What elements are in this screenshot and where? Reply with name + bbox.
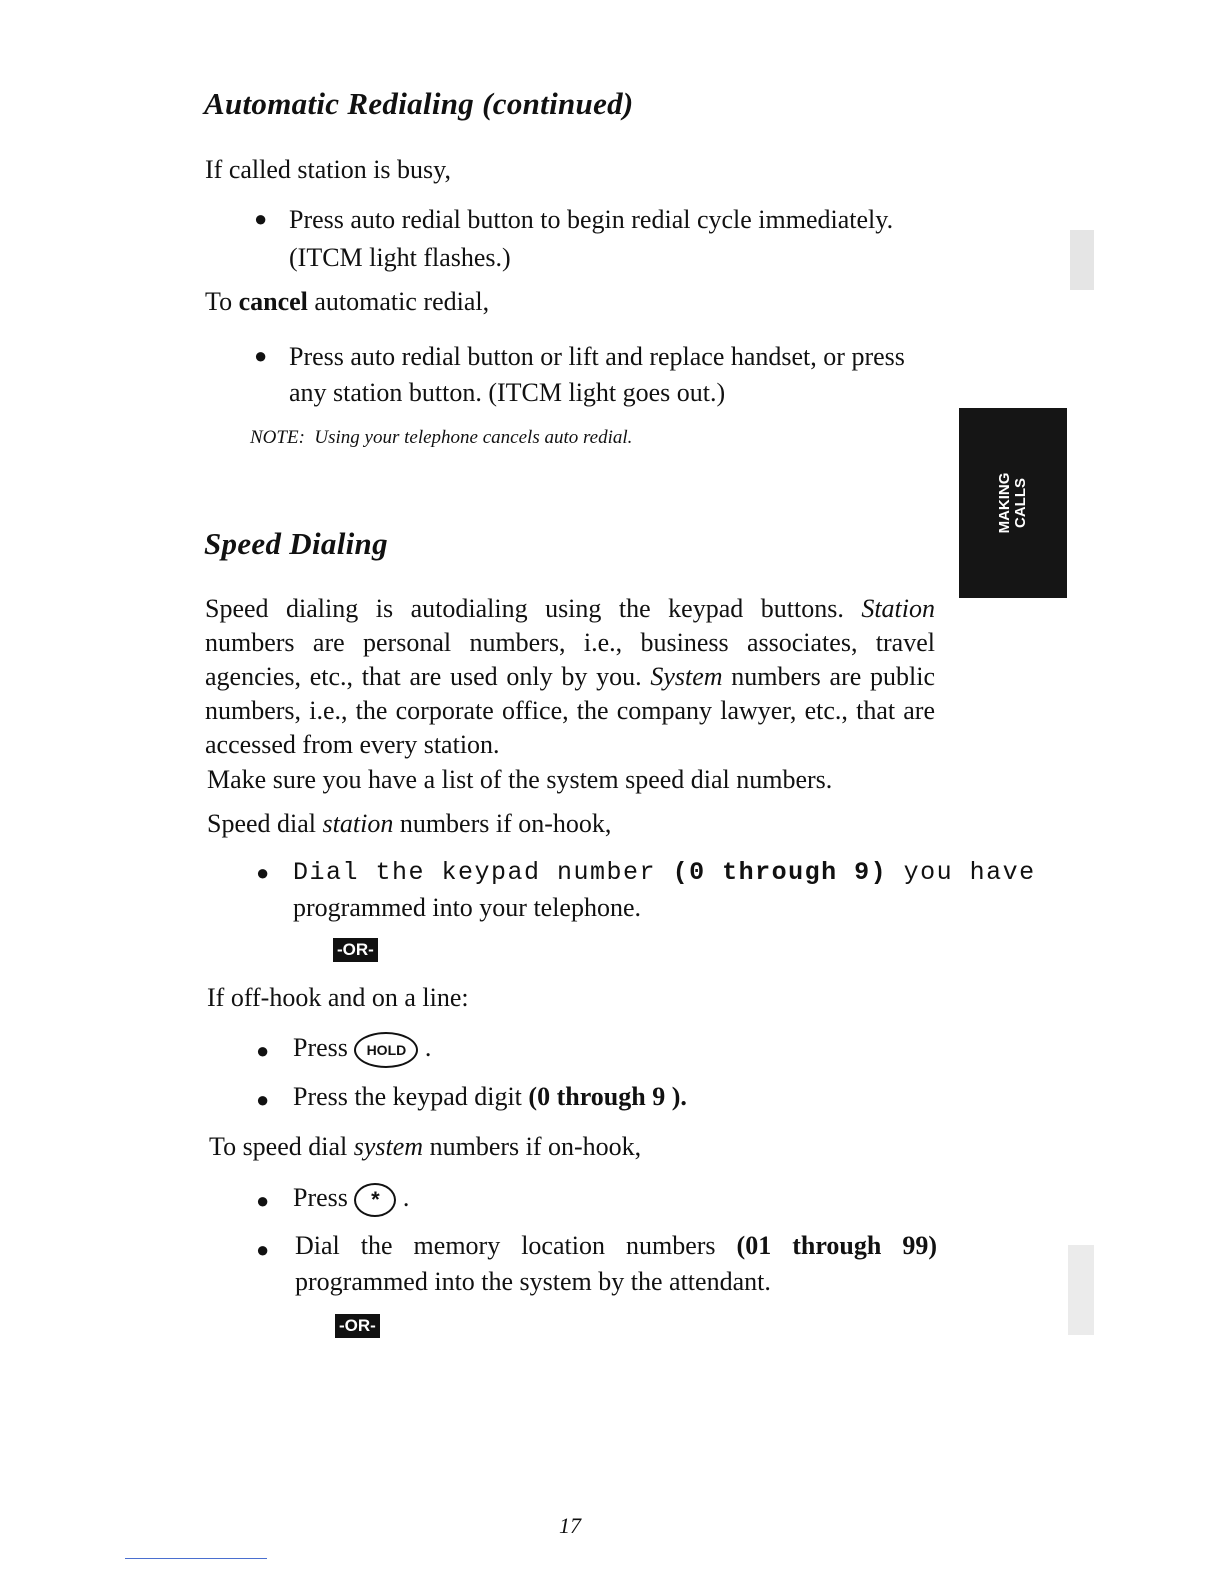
press-label: Press bbox=[293, 1033, 348, 1062]
cancel-bullet-line1: Press auto redial button or lift and replace handset, or press bbox=[289, 342, 905, 371]
para-part-a: Speed dialing is autodialing using the keypad buttons. bbox=[205, 594, 862, 623]
bullet-icon: ● bbox=[256, 1237, 270, 1262]
star-key-icon: * bbox=[354, 1183, 396, 1217]
scan-speckle bbox=[1070, 230, 1094, 290]
or-badge-label: -OR- bbox=[335, 1314, 380, 1338]
para-system-italic: System bbox=[650, 662, 723, 691]
or-badge bbox=[333, 938, 378, 962]
scan-speckle bbox=[1068, 1245, 1094, 1335]
side-tab-line1: MAKING bbox=[996, 472, 1013, 534]
or-badge bbox=[335, 1314, 380, 1338]
memory-bold: (01 through 99) bbox=[736, 1231, 937, 1260]
cancel-intro-bold: cancel bbox=[238, 287, 308, 316]
bullet-icon: ● bbox=[254, 343, 268, 368]
bullet-icon: ● bbox=[256, 1188, 270, 1213]
side-tab-line2: CALLS bbox=[1012, 478, 1029, 529]
bullet-icon: ● bbox=[256, 860, 270, 885]
speed-dialing-paragraph bbox=[205, 592, 935, 762]
station-bullet-line2: programmed into your telephone. bbox=[293, 893, 642, 922]
press-star-line: Press * . bbox=[293, 1180, 409, 1217]
system-italic: system bbox=[353, 1132, 424, 1161]
station-bullet-a: Dial the keypad number bbox=[293, 858, 673, 887]
onhook-pre: Speed dial bbox=[207, 809, 323, 838]
cancel-intro bbox=[205, 284, 489, 320]
onhook-italic: station bbox=[322, 809, 394, 838]
station-bullet-line1 bbox=[293, 857, 1036, 889]
cancel-intro-post: automatic redial, bbox=[307, 287, 490, 316]
onhook-intro bbox=[207, 806, 611, 842]
page-number: 17 bbox=[559, 1513, 581, 1538]
para-part-b: numbers are personal numbers, i.e., business associates, travel agencies, etc., that are used only by you. bbox=[205, 628, 935, 691]
system-post: numbers if on-hook, bbox=[423, 1132, 642, 1161]
bullet-icon: ● bbox=[256, 1087, 270, 1112]
bullet-icon: ● bbox=[254, 206, 268, 231]
or-badge-label: -OR- bbox=[333, 938, 378, 962]
bullet-icon: ● bbox=[256, 1038, 270, 1063]
section-heading-speed-dialing: Speed Dialing bbox=[204, 526, 388, 561]
memory-line1 bbox=[295, 1228, 937, 1264]
scan-rule bbox=[125, 1558, 267, 1559]
para-station-italic: Station bbox=[861, 594, 935, 623]
para-part-c: numbers are public numbers, i.e., the corporate office, the company lawyer, etc., that are accessed from every station. bbox=[205, 662, 935, 759]
note-text: Using your telephone cancels auto redial. bbox=[314, 427, 633, 448]
press-hold-line: Press HOLD . bbox=[293, 1030, 431, 1068]
system-onhook-intro bbox=[209, 1129, 641, 1165]
station-bullet-bold: (0 through 9) bbox=[672, 858, 888, 887]
keypad-digit-line bbox=[293, 1079, 687, 1115]
memory-line2: programmed into the system by the attendant. bbox=[295, 1267, 771, 1296]
section-heading-auto-redial: Automatic Redialing (continued) bbox=[204, 86, 634, 121]
press-label: Press bbox=[293, 1183, 348, 1212]
busy-bullet-line2: (ITCM light flashes.) bbox=[289, 243, 511, 272]
side-tab-label bbox=[997, 473, 1029, 534]
note-label: NOTE: bbox=[250, 427, 305, 448]
cancel-bullet-line2: any station button. (ITCM light goes out.) bbox=[289, 378, 726, 407]
busy-bullet-line1: Press auto redial button to begin redial cycle immediately. bbox=[289, 205, 894, 234]
hold-key-icon: HOLD bbox=[354, 1032, 418, 1068]
keypad-a: Press the keypad digit bbox=[293, 1082, 529, 1111]
system-list-note: Make sure you have a list of the system speed dial numbers. bbox=[207, 765, 833, 794]
onhook-post: numbers if on-hook, bbox=[393, 809, 612, 838]
offhook-intro: If off-hook and on a line: bbox=[207, 983, 469, 1012]
keypad-bold: (0 through 9 ). bbox=[528, 1082, 687, 1111]
busy-intro-text: If called station is busy, bbox=[205, 155, 451, 184]
note bbox=[250, 427, 632, 449]
cancel-intro-pre: To bbox=[205, 287, 239, 316]
memory-a: Dial the memory location numbers bbox=[295, 1231, 737, 1260]
side-tab-making-calls bbox=[959, 408, 1067, 598]
system-pre: To speed dial bbox=[209, 1132, 354, 1161]
station-bullet-b: you have bbox=[887, 858, 1036, 887]
